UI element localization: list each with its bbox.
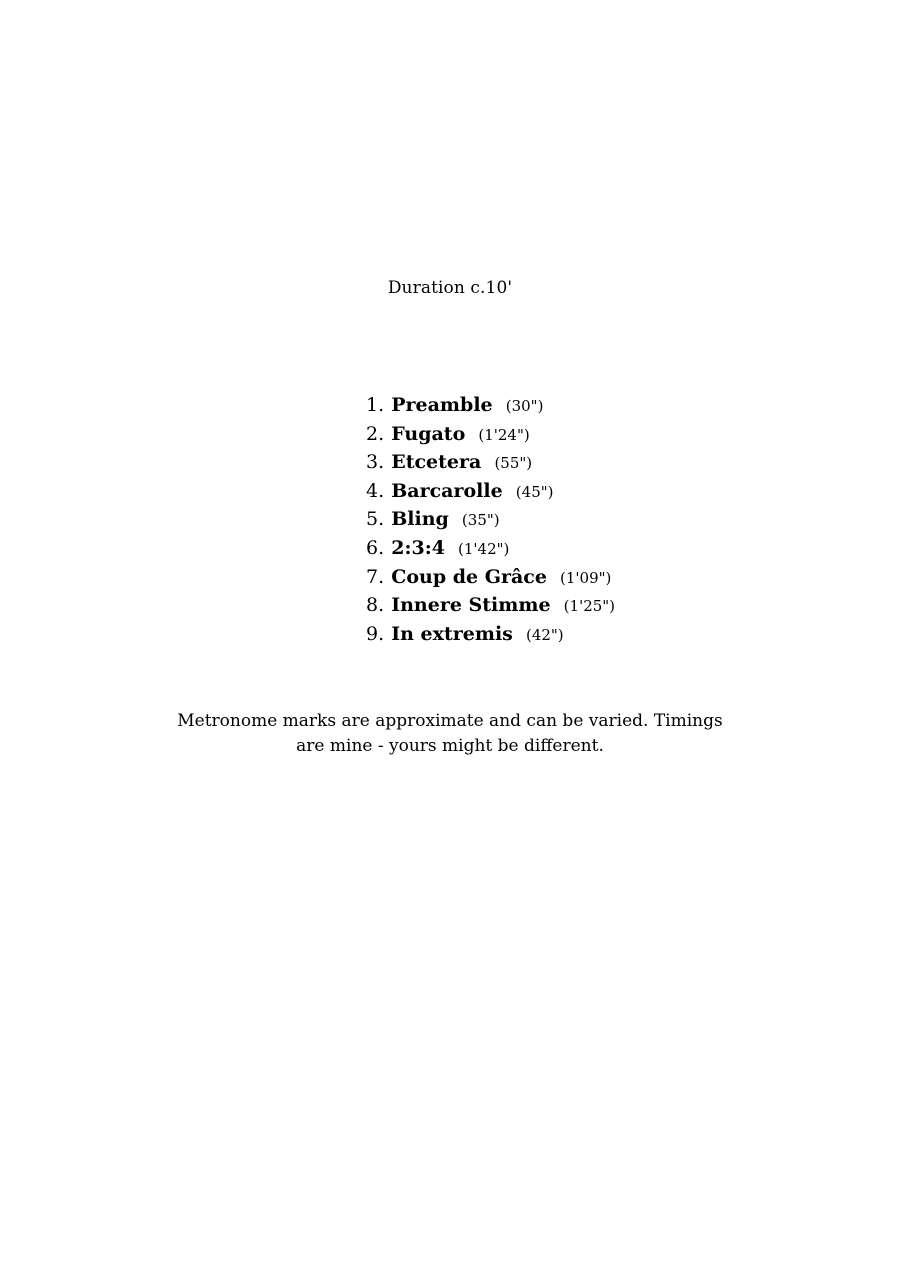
movement-number: 1.: [366, 394, 385, 416]
movement-time: (1'25"): [563, 597, 616, 616]
note-line: are mine - yours might be different.: [296, 736, 604, 756]
movement-title: 2:3:4: [391, 536, 445, 559]
movement-time: (45"): [515, 482, 554, 501]
movement-time: (30"): [505, 397, 544, 415]
movement-title: Fugato: [391, 422, 466, 445]
movement-title: Innere Stimme: [391, 594, 551, 617]
movement-item: [366, 448, 615, 477]
movement-number: 6.: [366, 536, 385, 559]
movement-item: [366, 591, 615, 620]
movement-title: In extremis: [391, 622, 513, 645]
movement-item: [366, 620, 615, 649]
movement-title: Bling: [391, 508, 449, 531]
movement-time: (55"): [494, 454, 533, 473]
duration-heading: Duration c.10': [387, 278, 513, 298]
movement-number: 5.: [366, 508, 385, 531]
movement-list: [366, 391, 615, 648]
note-line: Metronome marks are approximate and can be varied. Timings: [177, 711, 723, 731]
movement-item: [366, 534, 615, 563]
movement-number: 7.: [366, 565, 385, 588]
movement-time: (1'24"): [478, 425, 530, 444]
movement-time: (42"): [525, 625, 564, 644]
movement-time: (1'09"): [560, 568, 612, 587]
movement-title: Barcarolle: [391, 479, 503, 502]
performance-note: [0, 709, 900, 759]
movement-number: 2.: [366, 422, 385, 445]
movement-title: Preamble: [391, 394, 493, 416]
movement-item: [366, 563, 615, 592]
movement-number: 8.: [366, 594, 385, 617]
movement-number: 4.: [366, 479, 385, 502]
movement-item: [366, 391, 615, 420]
movement-number: 9.: [366, 622, 385, 645]
movement-item: [366, 477, 615, 506]
movement-title: Coup de Grâce: [391, 565, 547, 588]
movement-title: Etcetera: [391, 451, 482, 474]
movement-item: [366, 420, 615, 449]
movement-time: (35"): [461, 511, 500, 530]
movement-number: 3.: [366, 451, 385, 474]
movement-time: (1'42"): [458, 539, 510, 558]
movement-item: [366, 505, 615, 534]
